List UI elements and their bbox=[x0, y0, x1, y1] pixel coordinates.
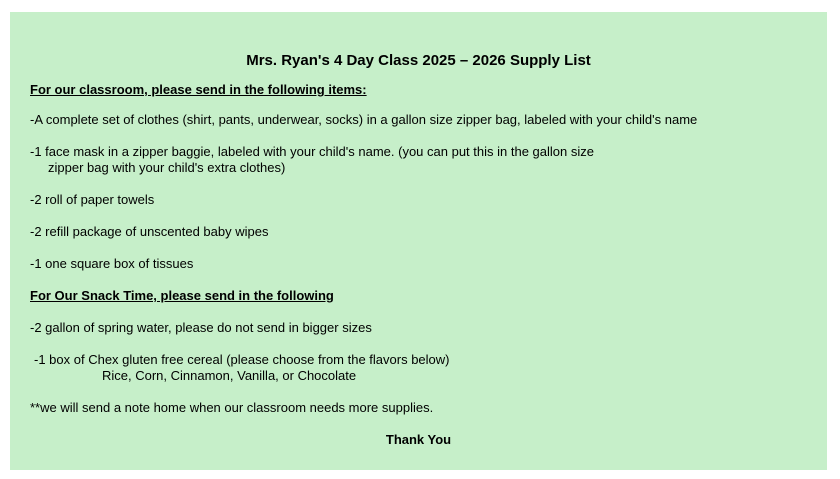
cereal-flavors: Rice, Corn, Cinnamon, Vanilla, or Chocolate bbox=[102, 368, 357, 383]
cereal-line-1: -1 box of Chex gluten free cereal (please choose from the flavors below) bbox=[34, 352, 450, 367]
list-item-spring-water: -2 gallon of spring water, please do not send in bigger sizes bbox=[30, 320, 372, 335]
list-item-paper-towels: -2 roll of paper towels bbox=[30, 192, 155, 207]
supplies-note: **we will send a note home when our classroom needs more supplies. bbox=[30, 400, 434, 415]
list-item-clothes: -A complete set of clothes (shirt, pants, underwear, socks) in a gallon size zipper bag, labeled with your child's name bbox=[30, 112, 698, 127]
closing-thank-you: Thank You bbox=[385, 432, 452, 447]
list-item-face-mask bbox=[30, 144, 807, 176]
face-mask-line-2: zipper bag with your child's extra clothes) bbox=[48, 160, 286, 175]
snack-heading: For Our Snack Time, please send in the following bbox=[30, 288, 334, 303]
classroom-heading: For our classroom, please send in the following items: bbox=[30, 82, 367, 97]
document-title: Mrs. Ryan's 4 Day Class 2025 – 2026 Supply List bbox=[246, 52, 591, 69]
list-item-cereal bbox=[30, 352, 807, 384]
list-item-baby-wipes: -2 refill package of unscented baby wipes bbox=[30, 224, 269, 239]
supply-list-document bbox=[10, 12, 827, 470]
face-mask-line-1: -1 face mask in a zipper baggie, labeled with your child's name. (you can put this in the gallon size bbox=[30, 144, 594, 159]
list-item-tissues: -1 one square box of tissues bbox=[30, 256, 194, 271]
